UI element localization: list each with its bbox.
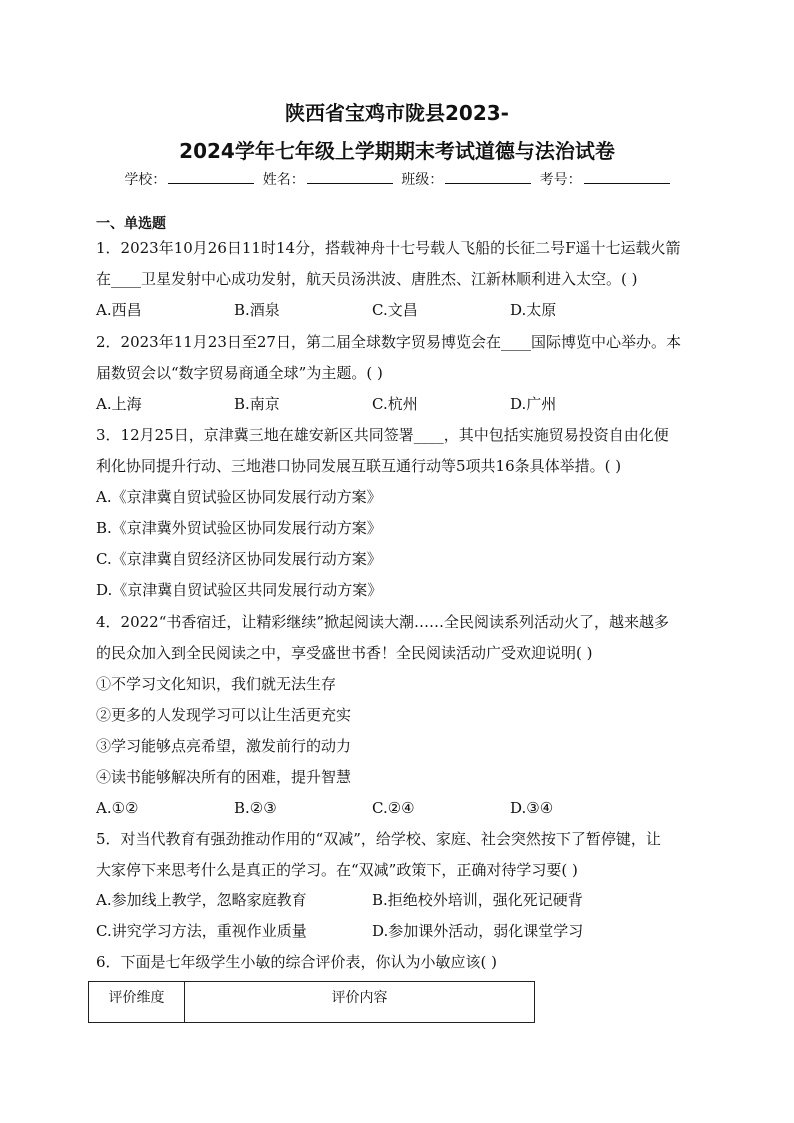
q3-option-b: B.《京津冀外贸试验区协同发展行动方案》 bbox=[96, 519, 382, 537]
q4-option-c: C.②④ bbox=[372, 799, 415, 817]
q5-option-a: A.参加线上教学，忽略家庭教育 bbox=[96, 891, 307, 909]
table-header-content: 评价内容 bbox=[331, 990, 388, 1006]
q4-option-a: A.①② bbox=[96, 799, 139, 817]
name-field bbox=[263, 168, 393, 192]
name-blank bbox=[307, 169, 393, 184]
section-heading: 一、单选题 bbox=[96, 216, 166, 232]
q4-statement-2: ②更多的人发现学习可以让生活更充实 bbox=[96, 706, 352, 724]
class-label: 班级： bbox=[401, 172, 444, 188]
q4-stem-line-1: 4．2022“书香宿迁，让精彩继续”掀起阅读大潮……全民阅读系列活动火了，越来越多 bbox=[96, 613, 670, 631]
q1-stem-line-1: 1．2023年10月26日11时14分，搭载神舟十七号载人飞船的长征二号F遥十七运载火箭 bbox=[96, 239, 681, 257]
exam-title-line-2: 2024学年七年级上学期期末考试道德与法治试卷 bbox=[179, 139, 615, 163]
school-field bbox=[124, 168, 254, 192]
exam-number-label: 考号： bbox=[539, 172, 582, 188]
q3-option-d: D.《京津冀自贸试验区共同发展行动方案》 bbox=[96, 581, 383, 599]
q2-option-a: A.上海 bbox=[96, 395, 142, 413]
q2-stem-line-1: 2．2023年11月23日至27日，第二届全球数字贸易博览会在____国际博览中心举办。本 bbox=[96, 333, 681, 351]
table-header-dimension: 评价维度 bbox=[89, 982, 185, 1022]
school-label: 学校： bbox=[124, 172, 167, 188]
q6-stem-line-1: 6．下面是七年级学生小敏的综合评价表，你认为小敏应该( ) bbox=[96, 953, 498, 971]
q1-option-b: B.酒泉 bbox=[234, 301, 280, 319]
q4-option-d: D.③④ bbox=[510, 799, 554, 817]
q5-stem-line-1: 5．对当代教育有强劲推动作用的“双减”，给学校、家庭、社会突然按下了暂停键，让 bbox=[96, 830, 661, 848]
q2-stem-line-2: 届数贸会以“数字贸易商通全球”为主题。( ) bbox=[96, 364, 383, 382]
exam-number-blank bbox=[584, 169, 670, 184]
class-field bbox=[401, 168, 531, 192]
q5-option-c: C.讲究学习方法，重视作业质量 bbox=[96, 922, 307, 940]
q1-stem-line-2: 在____卫星发射中心成功发射，航天员汤洪波、唐胜杰、江新林顺利进入太空。( ) bbox=[96, 270, 638, 288]
q4-statement-3: ③学习能够点亮希望，激发前行的动力 bbox=[96, 737, 352, 755]
q5-stem-line-2: 大家停下来思考什么是真正的学习。在“双减”政策下，正确对待学习要( ) bbox=[96, 861, 578, 879]
q1-option-a: A.西昌 bbox=[96, 301, 142, 319]
class-blank bbox=[445, 169, 531, 184]
q2-option-c: C.杭州 bbox=[372, 395, 418, 413]
q3-option-c: C.《京津冀自贸经济区协同发展行动方案》 bbox=[96, 550, 382, 568]
exam-title-line-1: 陕西省宝鸡市陇县2023- bbox=[285, 101, 509, 125]
evaluation-table bbox=[88, 981, 535, 1023]
q1-option-c: C.文昌 bbox=[372, 301, 418, 319]
q5-option-b: B.拒绝校外培训，强化死记硬背 bbox=[372, 891, 583, 909]
q3-stem-line-1: 3．12月25日，京津冀三地在雄安新区共同签署____，其中包括实施贸易投资自由化便 bbox=[96, 426, 669, 444]
q3-stem-line-2: 利化协同提升行动、三地港口协同发展互联互通行动等5项共16条具体举措。( ) bbox=[96, 457, 622, 475]
school-blank bbox=[168, 169, 254, 184]
q5-option-d: D.参加课外活动，弱化课堂学习 bbox=[372, 922, 584, 940]
name-label: 姓名： bbox=[262, 172, 305, 188]
q1-option-d: D.太原 bbox=[510, 301, 557, 319]
q4-statement-4: ④读书能够解决所有的困难，提升智慧 bbox=[96, 768, 352, 786]
q4-option-b: B.②③ bbox=[234, 799, 277, 817]
q2-option-b: B.南京 bbox=[234, 395, 280, 413]
exam-number-field bbox=[540, 168, 670, 192]
q3-option-a: A.《京津冀自贸试验区协同发展行动方案》 bbox=[96, 488, 382, 506]
student-info-row bbox=[0, 168, 794, 192]
q4-stem-line-2: 的民众加入到全民阅读之中，享受盛世书香！全民阅读活动广受欢迎说明( ) bbox=[96, 644, 593, 662]
q4-statement-1: ①不学习文化知识，我们就无法生存 bbox=[96, 675, 337, 693]
q2-option-d: D.广州 bbox=[510, 395, 557, 413]
